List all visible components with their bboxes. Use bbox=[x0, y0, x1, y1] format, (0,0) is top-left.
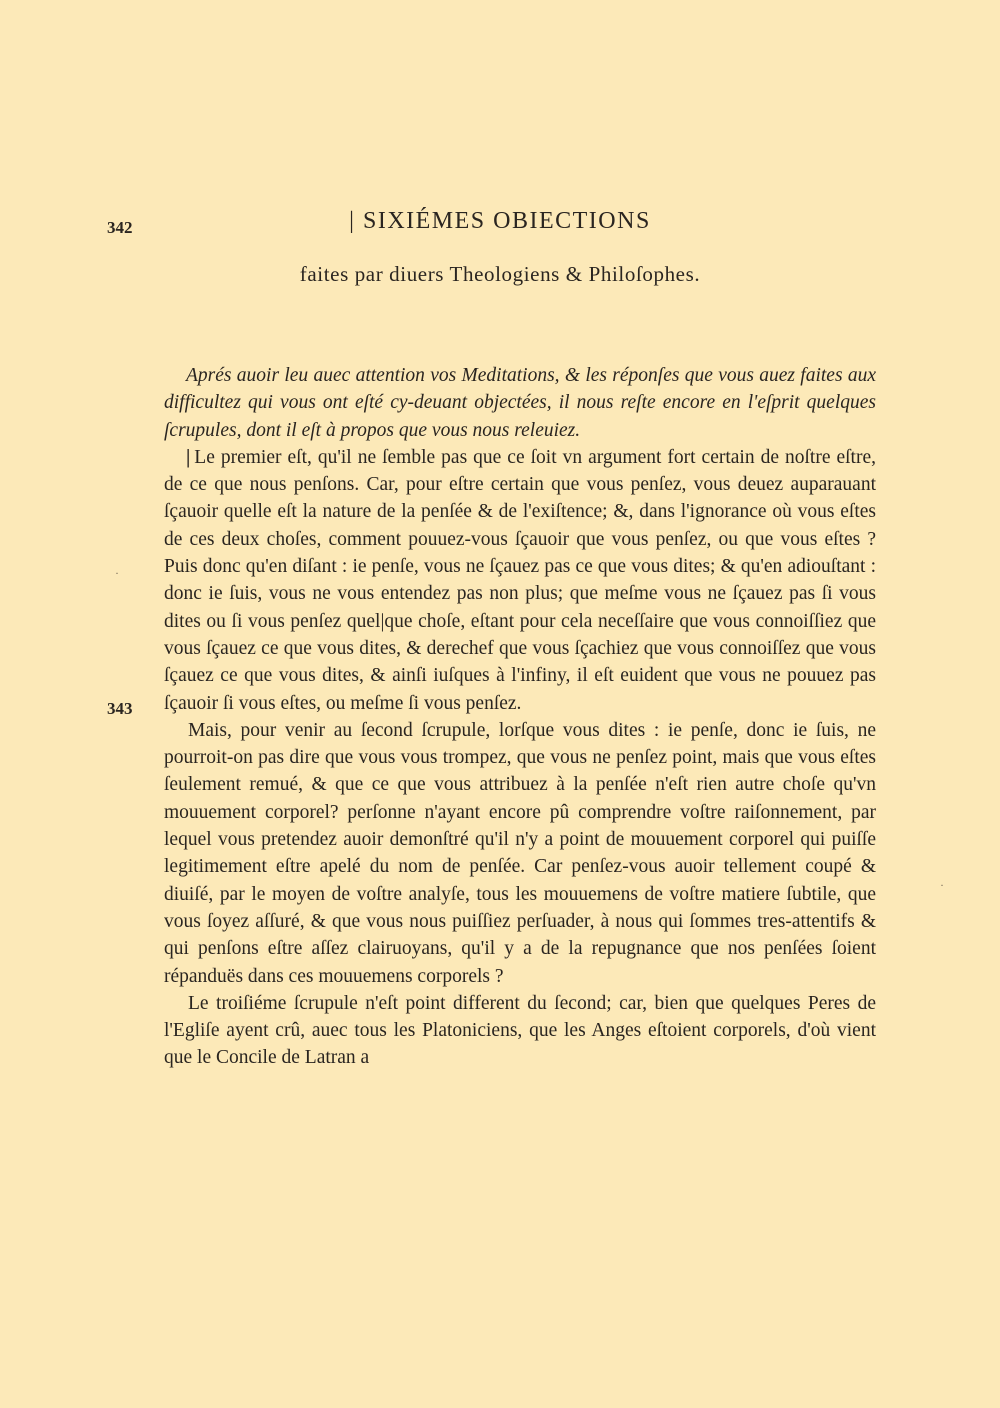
paragraph-3 bbox=[164, 717, 876, 990]
paragraph-1-text: Aprés auoir leu auec attention vos Meditations, & les réponſes que vous auez faites aux difficultez qui vous ont eſté cy-deuant objectées, il nous reſte encore en l'eſprit quelques ſcrupules, dont il eſt à propos que vous nous releuiez. bbox=[164, 365, 876, 441]
paragraph-4-text: Le troiſiéme ſcrupule n'eſt point different du ſecond; car, bien que quelques Peres de l'Egliſe ayent crû, auec tous les Platoniciens, que les Anges eſtoient corporels, d'où vient que le Concile de Latran a bbox=[164, 992, 876, 1069]
paragraph-mark: | bbox=[186, 446, 191, 468]
stray-dot: · bbox=[940, 878, 944, 892]
body-text bbox=[164, 362, 876, 1072]
paragraph-2 bbox=[164, 444, 876, 717]
paragraph-2-text: Le premier eſt, qu'il ne ſemble pas que ce ſoit vn argument fort certain de noſtre eſtre, de ce que nous penſons. Car, pour eſtre certain que vous penſez, vous deuez auparauant ſçauoir quelle eſt la nature de la penſée & de l'exiſtence; &, dans l'ignorance où vous eſtes de ces deux choſes, comment pouuez-vous ſçauoir que vous penſez, ou que vous eſtes ? Puis donc qu'en diſant : ie penſe, vous ne ſçauez pas ce que vous dites; & qu'en adiouſtant : donc ie ſuis, vous ne vous entendez pas non plus; que meſme vous ne ſçauez pas ſi vous dites ou ſi vous penſez quel|que choſe, eſtant pour cela neceſſaire que vous connoiſſiez que vous ſçauez ce que vous dites, & derechef que vous ſçachiez que vous connoiſſez que vous ſçauez ce que vous dites, & ainſi iuſques à l'infiny, il eſt euident que vous ne pouuez pas ſçauoir ſi vous eſtes, ou meſme ſi vous penſez. bbox=[164, 446, 876, 714]
paragraph-4 bbox=[164, 990, 876, 1072]
paragraph-3-text: Mais, pour venir au ſecond ſcrupule, lorſque vous dites : ie penſe, donc ie ſuis, ne pourroit-on pas dire que vous vous trompez, que vous ne penſez point, mais que vous eſtes ſeulement remué, & que ce que vous attribuez à la penſée n'eſt rien autre choſe qu'vn mouuement corporel? perſonne n'ayant encore pû comprendre voſtre raiſonnement, par lequel vous pretendez auoir demonſtré qu'il n'y a point de mouuement corporel qui puiſſe legitimement eſtre apelé du nom de penſée. Car penſez-vous auoir tellement coupé & diuiſé, par le moyen de voſtre analyſe, tous les mouuemens de voſtre matiere ſubtile, que vous ſoyez aſſuré, & que vous nous puiſſiez perſuader, à nous qui ſommes tres-attentifs & qui penſons eſtre aſſez clairuoyans, qu'il y a de la repugnance que nos penſées ſoient répanduës dans ces mouuemens corporels ? bbox=[164, 719, 876, 987]
paragraph-1 bbox=[164, 362, 876, 444]
stray-dot: · bbox=[115, 566, 119, 580]
section-title: | SIXIÉMES OBIECTIONS bbox=[349, 208, 651, 234]
section-subtitle: faites par diuers Theologiens & Philoſophes. bbox=[299, 262, 701, 286]
page-number: 342 bbox=[107, 218, 133, 237]
margin-page-mark: 343 bbox=[107, 699, 133, 718]
